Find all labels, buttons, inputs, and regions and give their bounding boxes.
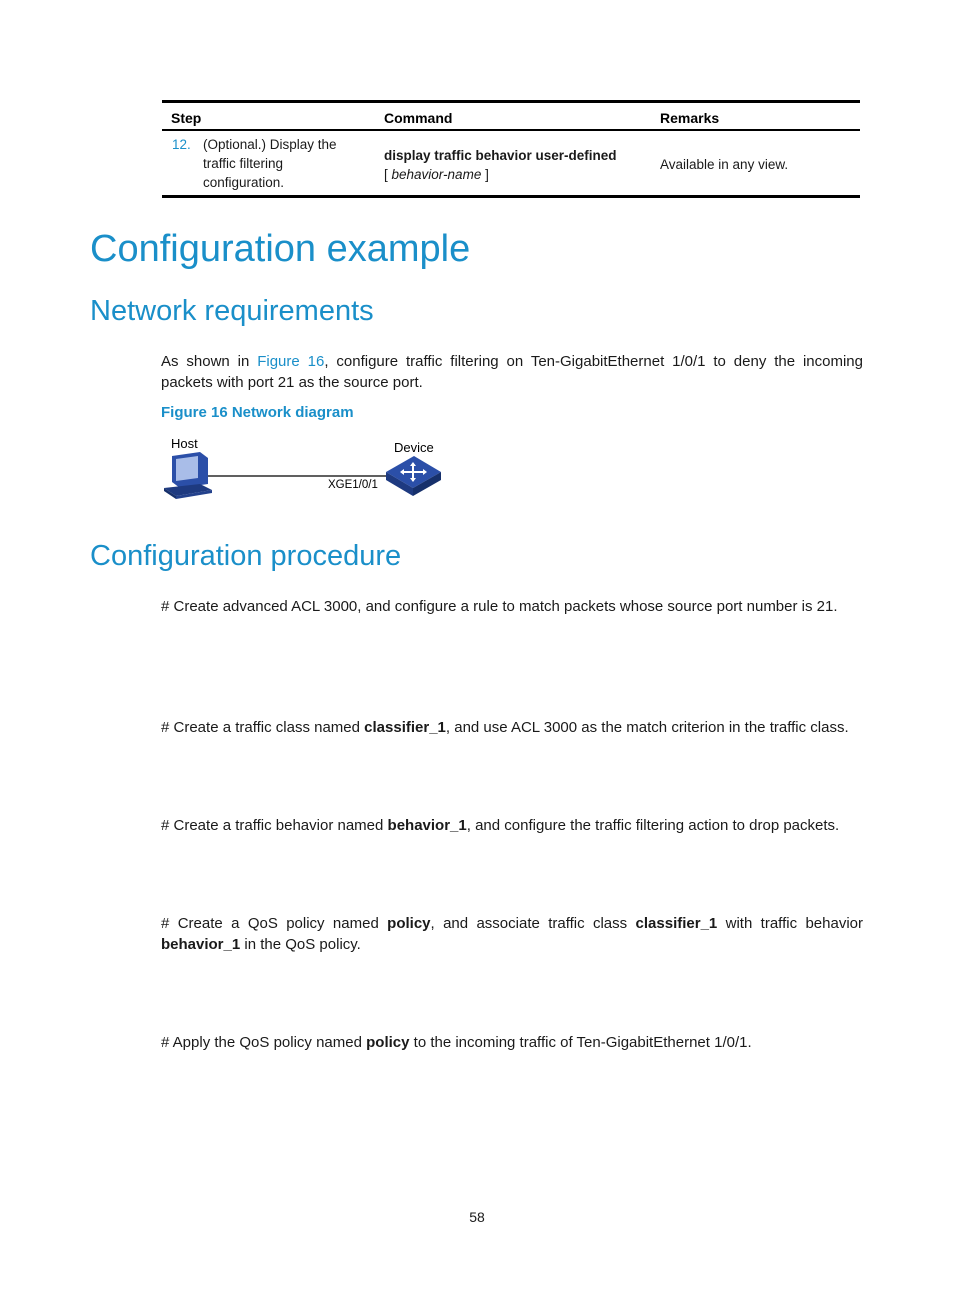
network-para-prefix: As shown in [161, 353, 258, 370]
command-bracket-open: [ [384, 167, 392, 182]
page-number: 58 [469, 1209, 485, 1225]
step-policy-classifier: classifier_1 [635, 915, 718, 932]
device-label: Device [394, 440, 434, 455]
table-header-rule [162, 129, 860, 131]
page-title: Configuration example [90, 228, 471, 270]
step-policy-text-g: in the QoS policy. [240, 936, 361, 953]
step-apply-text-c: to the incoming traffic of Ten-GigabitEthernet 1/0/1. [409, 1034, 752, 1051]
step-policy-name: policy [387, 915, 431, 932]
procedure-step-apply [161, 1032, 863, 1053]
table-step-line-1: (Optional.) Display the [203, 137, 337, 152]
figure-caption: Figure 16 Network diagram [161, 404, 354, 421]
procedure-step-acl: # Create advanced ACL 3000, and configure a rule to match packets whose source port number is 21. [161, 598, 838, 615]
figure-link[interactable]: Figure 16 [257, 353, 325, 370]
table-header-command: Command [384, 110, 453, 126]
table-top-rule [162, 100, 860, 103]
table-command-line-2 [384, 165, 489, 184]
step-class-text-c: , and use ACL 3000 as the match criterion in the traffic class. [445, 719, 849, 736]
step-apply-policy: policy [366, 1034, 410, 1051]
step-behavior-text-c: , and configure the traffic filtering action to drop packets. [466, 817, 840, 834]
command-argument: behavior-name [391, 167, 482, 182]
host-computer-icon [164, 452, 212, 499]
step-policy-text-e: with traffic behavior [717, 915, 863, 932]
table-remarks: Available in any view. [660, 157, 789, 172]
procedure-step-behavior [161, 815, 863, 836]
step-policy-behavior: behavior_1 [161, 936, 241, 953]
command-bracket-close: ] [481, 167, 489, 182]
table-step-number: 12. [172, 137, 191, 152]
port-label: XGE1/0/1 [328, 479, 378, 491]
table-command-line-1 [384, 146, 617, 165]
procedure-step-class [161, 717, 863, 738]
switch-device-icon [386, 456, 441, 496]
step-policy-text-a: # Create a QoS policy named [161, 915, 388, 932]
heading-configuration-procedure: Configuration procedure [90, 540, 402, 572]
table-header-remarks: Remarks [660, 110, 720, 126]
step-class-name: classifier_1 [364, 719, 446, 736]
network-diagram [160, 450, 450, 505]
host-label: Host [171, 436, 198, 451]
network-para-suffix: , configure traffic filtering on Ten-GigabitEthernet 1/0/1 to deny the incoming packets with port 21 as the source port. [161, 353, 863, 391]
table-step-line-3: configuration. [203, 175, 285, 190]
table-step-line-2: traffic filtering [203, 156, 284, 171]
step-policy-text-c: , and associate traffic class [430, 915, 636, 932]
step-behavior-text-a: # Create a traffic behavior named [161, 817, 388, 834]
table-bottom-rule [162, 195, 860, 198]
procedure-step-policy [161, 913, 863, 955]
step-behavior-name: behavior_1 [387, 817, 467, 834]
network-paragraph [161, 351, 863, 393]
step-apply-text-a: # Apply the QoS policy named [161, 1034, 367, 1051]
command-bold: display traffic behavior user-defined [384, 148, 617, 163]
table-header-step: Step [171, 110, 202, 126]
step-class-text-a: # Create a traffic class named [161, 719, 365, 736]
heading-network-requirements: Network requirements [90, 295, 374, 327]
